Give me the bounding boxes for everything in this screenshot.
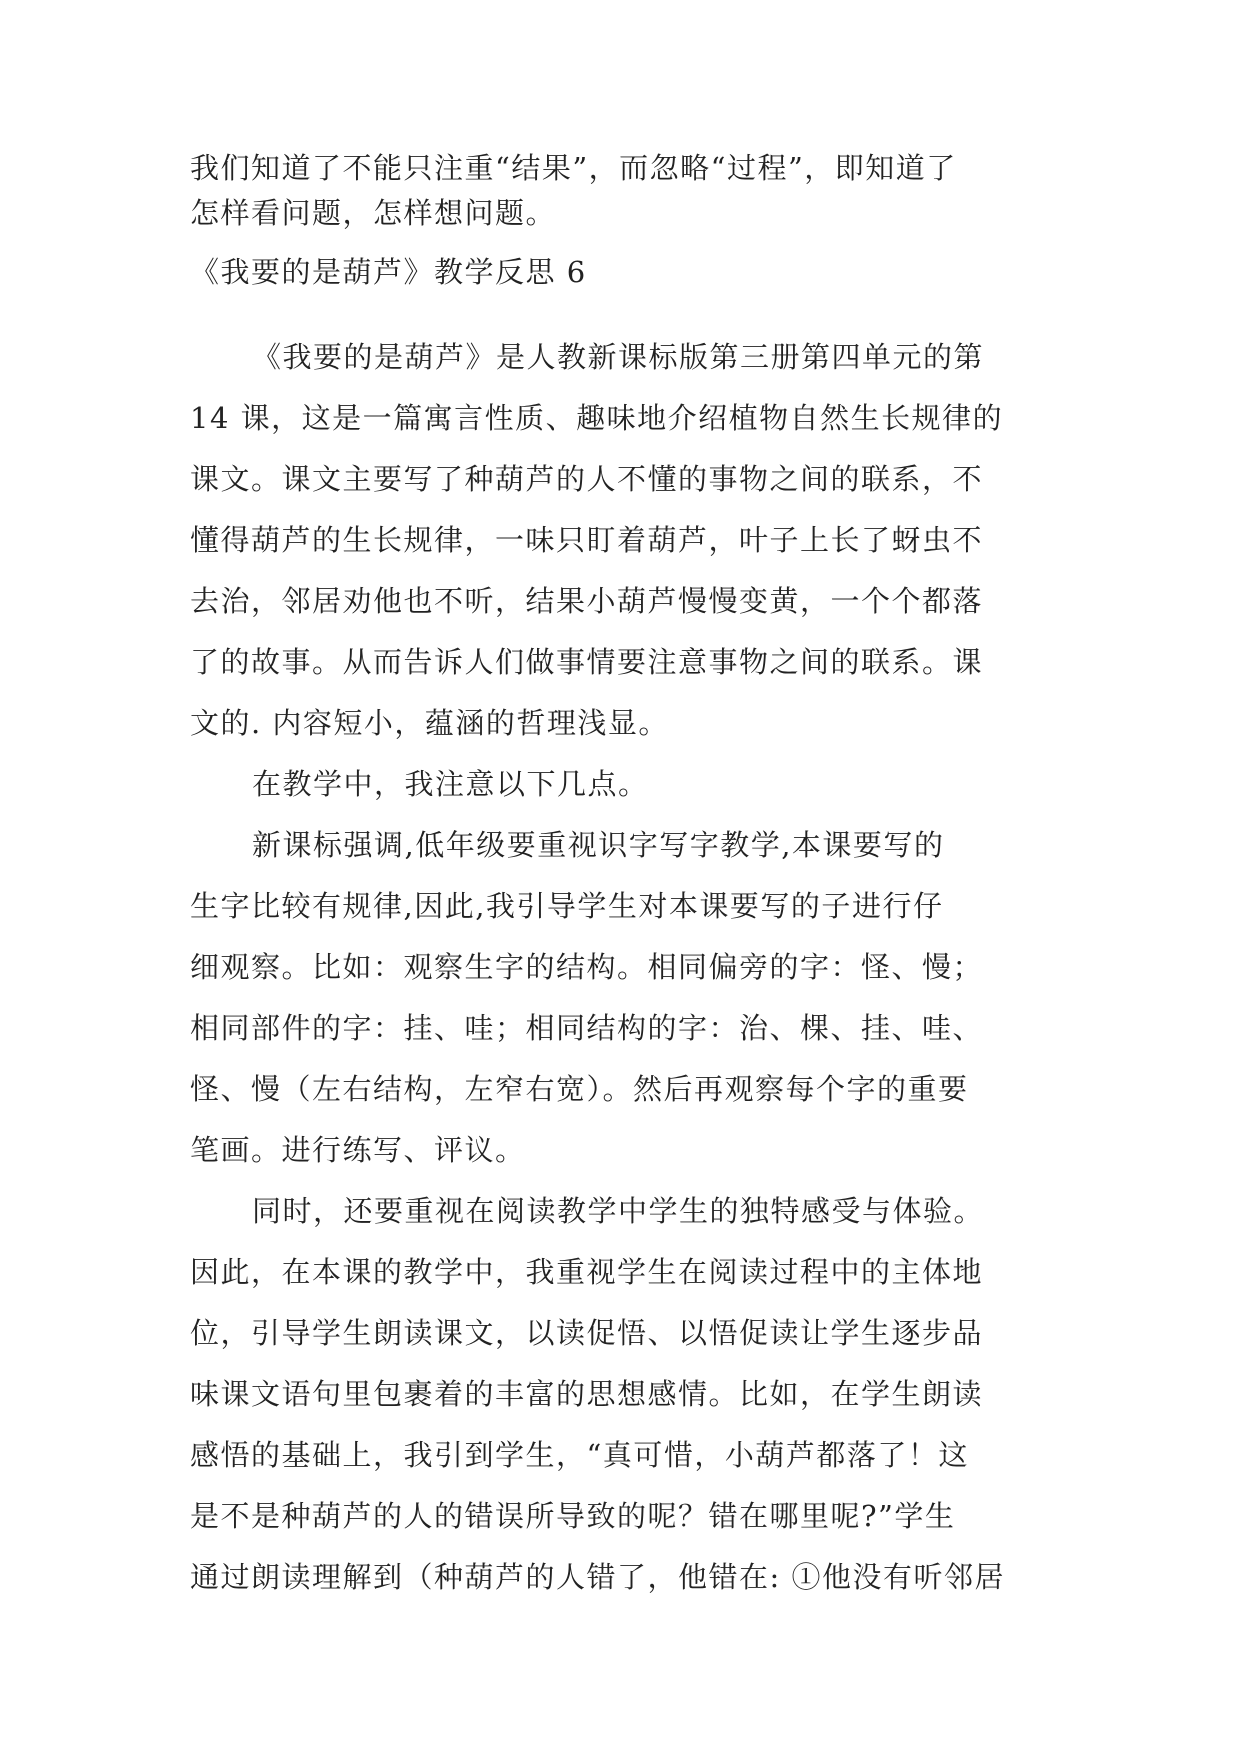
text-line: 笔画。进行练写、评议。 xyxy=(190,1133,526,1167)
text-line: 细观察。比如：观察生字的结构。相同偏旁的字：怪、慢； xyxy=(190,950,984,984)
text-line: 课文。课文主要写了种葫芦的人不懂的事物之间的联系，不 xyxy=(190,462,984,496)
paragraph-first-line: 《我要的是葫芦》是人教新课标版第三册第四单元的第 xyxy=(252,340,985,374)
paragraph-first-line: 新课标强调,低年级要重视识字写字教学,本课要写的 xyxy=(252,828,945,862)
text-line: 怪、慢（左右结构，左窄右宽）。然后再观察每个字的重要 xyxy=(190,1072,969,1106)
section-heading: 《我要的是葫芦》教学反思 6 xyxy=(190,255,587,289)
text-line: 因此，在本课的教学中，我重视学生在阅读过程中的主体地 xyxy=(190,1255,984,1289)
text-line: 我们知道了不能只注重“结果”，而忽略“过程”，即知道了 xyxy=(190,151,957,185)
text-line: 味课文语句里包裹着的丰富的思想感情。比如，在学生朗读 xyxy=(190,1377,984,1411)
text-line: 怎样看问题，怎样想问题。 xyxy=(190,196,557,230)
text-line: 相同部件的字：挂、哇；相同结构的字：治、棵、挂、哇、 xyxy=(190,1011,984,1045)
paragraph-first-line: 同时，还要重视在阅读教学中学生的独特感受与体验。 xyxy=(252,1194,985,1228)
text-line: 感悟的基础上，我引到学生，“真可惜，小葫芦都落了！这 xyxy=(190,1438,969,1472)
text-line: 通过朗读理解到（种葫芦的人错了，他错在: ①他没有听邻居 xyxy=(190,1560,1005,1594)
paragraph-first-line: 在教学中，我注意以下几点。 xyxy=(252,767,649,801)
text-line: 是不是种葫芦的人的错误所导致的呢？错在哪里呢?”学生 xyxy=(190,1499,956,1533)
text-line: 懂得葫芦的生长规律，一味只盯着葫芦，叶子上长了蚜虫不 xyxy=(190,523,984,557)
text-line: 文的. 内容短小，蕴涵的哲理浅显。 xyxy=(190,706,669,740)
text-line: 了的故事。从而告诉人们做事情要注意事物之间的联系。课 xyxy=(190,645,984,679)
text-line: 去治，邻居劝他也不听，结果小葫芦慢慢变黄，一个个都落 xyxy=(190,584,984,618)
text-line: 生字比较有规律,因此,我引导学生对本课要写的子进行仔 xyxy=(190,889,944,923)
text-line: 14 课，这是一篇寓言性质、趣味地介绍植物自然生长规律的 xyxy=(190,401,1004,435)
text-line: 位，引导学生朗读课文，以读促悟、以悟促读让学生逐步品 xyxy=(190,1316,984,1350)
